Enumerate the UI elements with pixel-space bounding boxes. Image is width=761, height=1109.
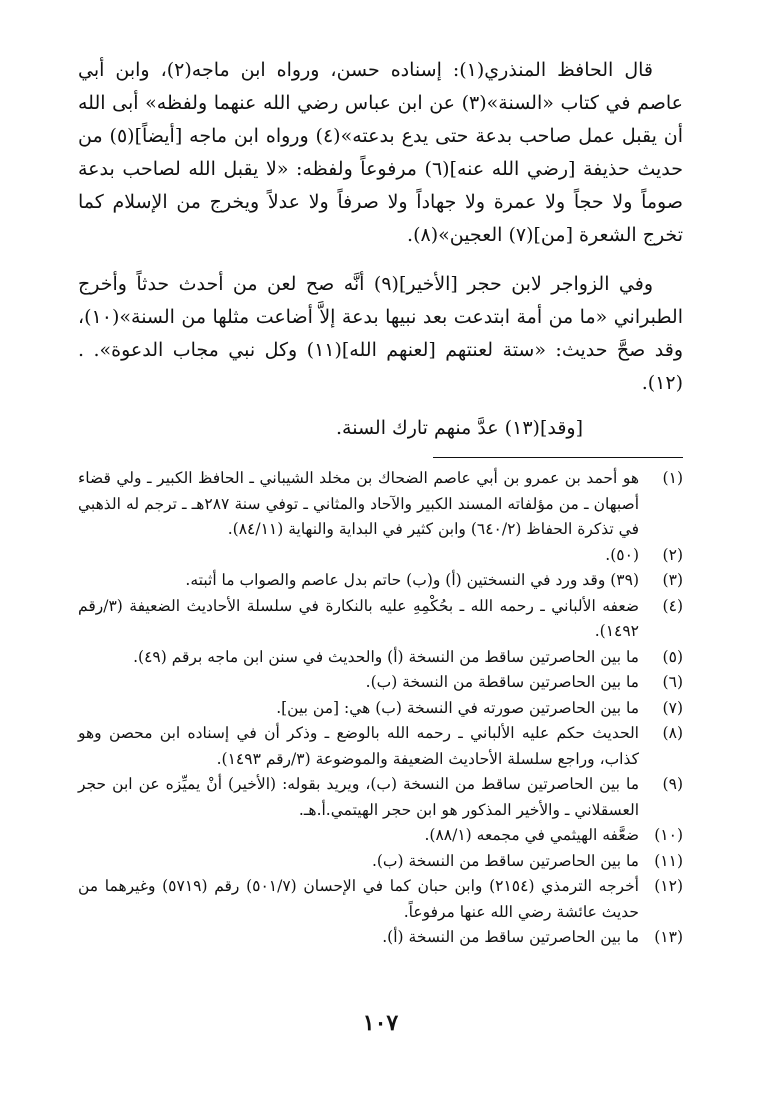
- footnote-number: (٧): [662, 698, 683, 717]
- footnote: [78, 823, 683, 849]
- footnote-number: (١١): [654, 851, 683, 870]
- footnote-number: (٦): [662, 673, 683, 691]
- footnote: [78, 543, 683, 569]
- footnote: [78, 874, 683, 925]
- footnote: [78, 466, 683, 543]
- footnote-number: (١): [662, 469, 683, 487]
- footnote-number: (٨): [662, 724, 683, 742]
- paragraph-3: [وقد](١٣) عدَّ منهم تارك السنة.: [336, 417, 583, 439]
- footnote-text: ضعَّفه الهيثمي في مجمعه (٨٨/١).: [424, 826, 639, 844]
- footnote-text: أخرجه الترمذي (٢١٥٤) وابن حبان كما في الإحسان (٥٠١/٧) رقم (٥٧١٩) وغيرهما من حديث عائشة رضي الله عنها مرفوعاً.: [78, 877, 639, 921]
- footnote-text: الحديث حكم عليه الألباني ـ رحمه الله بالوضع ـ وذكر أن في إسناده ابن محصن وهو كذاب، وراجع سلسلة الأحاديث الضعيفة والموضوعة (٣/رقم ١٤٩٣).: [78, 724, 639, 768]
- footnote-text: (٣٩) وقد ورد في النسختين (أ) و(ب) حاتم بدل عاصم والصواب ما أثبته.: [185, 571, 639, 589]
- footnote-text: ما بين الحاصرتين ساقط من النسخة (ب)، ويريد بقوله: (الأخير) أنْ يميِّزه عن ابن حجر العسقلاني ـ والأخير المذكور هو ابن حجر الهيتمي.أ.هـ.: [78, 775, 639, 819]
- footnote-number: (٤): [662, 596, 683, 615]
- footnote-number: (٢): [662, 545, 683, 564]
- footnote: [78, 645, 683, 671]
- footnote-separator: [433, 457, 683, 458]
- footnote: [78, 594, 683, 645]
- paragraph-2: وفي الزواجر لابن حجر [الأخير](٩) أنَّه صح لعن من أحدث حدثاً وأخرج الطبراني «ما من أمة ابتدعت بعد نبيها بدعة إلاَّ أضاعت مثلها من السنة»(١٠)، وقد صحَّ حديث: «ستة لعنتهم [لعنهم الله](١١) وكل نبي مجاب الدعوة». . (١٢).: [78, 273, 683, 394]
- footnote-text: ما بين الحاصرتين صورته في النسخة (ب) هي: [من بين].: [276, 698, 639, 717]
- footnote-number: (١٣): [654, 928, 683, 946]
- footnote: [78, 772, 683, 823]
- footnote-text: ما بين الحاصرتين ساقط من النسخة (ب).: [371, 851, 639, 870]
- page-number: ١٠٧: [362, 1010, 399, 1036]
- footnote-text: ما بين الحاصرتين ساقطة من النسخة (ب).: [365, 673, 639, 691]
- footnote-number: (١٢): [654, 877, 683, 895]
- paragraph-1: قال الحافظ المنذري(١): إسناده حسن، ورواه ابن ماجه(٢)، وابن أبي عاصم في كتاب «السنة»(٣) عن ابن عباس رضي الله عنهما ولفظه» أبى الله أن يقبل عمل صاحب بدعة حتى يدع بدعته»(٤) ورواه ابن ماجه [أيضاً](٥) من حديث حذيفة [رضي الله عنه](٦) مرفوعاً ولفظه: «لا يقبل الله لصاحب بدعة صوماً ولا حجاً ولا عمرة ولا جهاداً ولا صرفاً ولا عدلاً ويخرج من الإسلام كما تخرج الشعرة [من](٧) العجين»(٨).: [78, 59, 683, 246]
- footnote: [78, 849, 683, 875]
- footnote: [78, 721, 683, 772]
- footnote-number: (٩): [662, 775, 683, 793]
- footnote-text: ضعفه الألباني ـ رحمه الله ـ بحُكْمِهِ عليه بالنكارة في سلسلة الأحاديث الضعيفة (٣/رقم ١٤٩٢).: [78, 596, 639, 640]
- footnote-number: (٣): [662, 571, 683, 589]
- footnote: [78, 696, 683, 722]
- footnote-text: (٥٠).: [605, 545, 639, 564]
- footnote: [78, 925, 683, 951]
- footnote-number: (٥): [662, 647, 683, 666]
- footnote-text: هو أحمد بن عمرو بن أبي عاصم الضحاك بن مخلد الشيباني ـ الحافظ الكبير ـ ولي قضاء أصبهان ـ من مؤلفاته المسند الكبير والآحاد والمثاني ـ توفي سنة ٢٨٧هـ ـ ترجم له الذهبي في تذكرة الحفاظ (٦٤٠/٢) وابن كثير في البداية والنهاية (٨٤/١١).: [78, 469, 639, 538]
- footnote-text: ما بين الحاصرتين ساقط من النسخة (أ).: [382, 928, 639, 946]
- footnote-text: ما بين الحاصرتين ساقط من النسخة (أ) والحديث في سنن ابن ماجه برقم (٤٩).: [133, 647, 639, 666]
- footnote: [78, 568, 683, 594]
- footnote: [78, 670, 683, 696]
- main-text: [78, 54, 683, 445]
- footnotes: [78, 466, 683, 951]
- footnote-number: (١٠): [654, 826, 683, 844]
